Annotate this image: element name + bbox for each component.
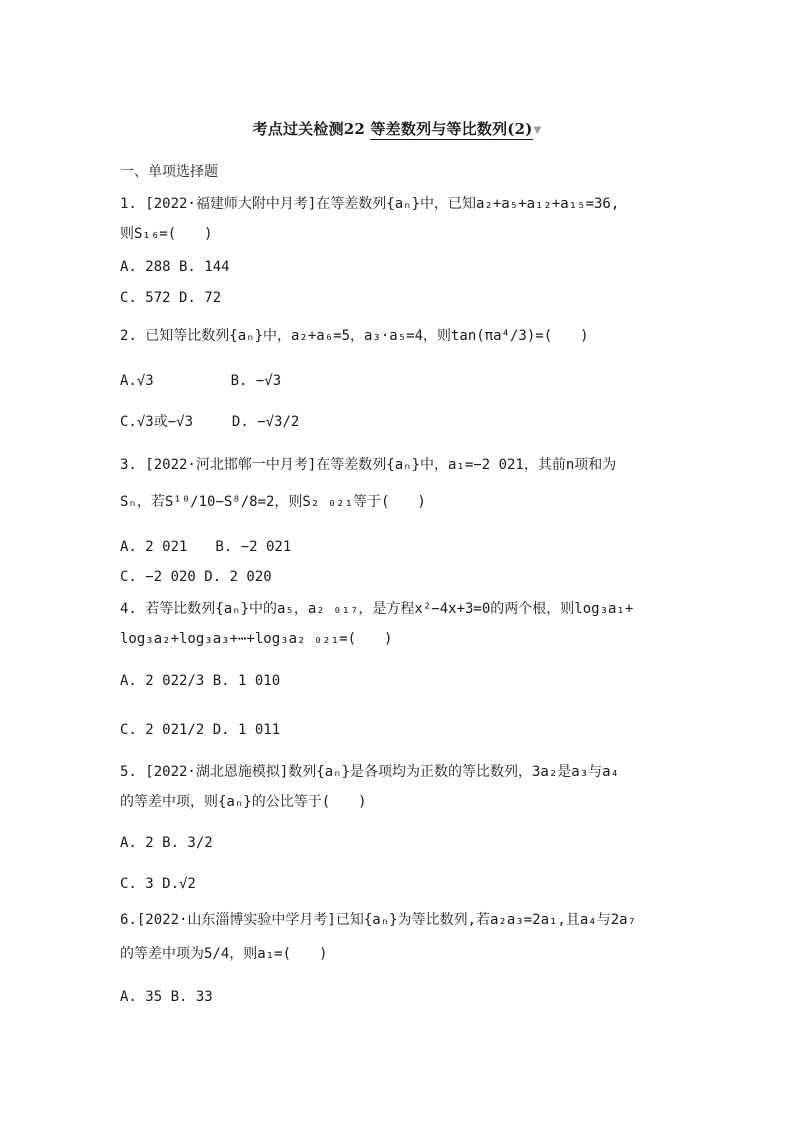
question-2-stem <box>120 318 589 354</box>
q2-stem: 2. 已知等比数列{aₙ}中，a₂+a₆=5，a₃·a₅=4，则tan(πa⁴/3)=( ) <box>120 328 589 344</box>
section-heading: 一、单项选择题 <box>120 164 218 180</box>
question-6-stem-cont: 的等差中项为5/4，则a₁=( ) <box>120 946 328 962</box>
question-6-stem: 6.[2022·山东淄博实验中学月考]已知{aₙ}为等比数列,若a₂a₃=2a₁,且a₄与2a₇ <box>120 912 637 928</box>
question-4-stem: 4. 若等比数列{aₙ}中的a₅，a₂ ₀₁₇，是方程x²−4x+3=0的两个根，则log₃a₁+ <box>120 601 634 617</box>
page-title <box>0 118 794 139</box>
title-topic: 等差数列与等比数列(2) <box>370 120 533 138</box>
q2-option-a: A.√3 <box>120 373 154 389</box>
question-3-stem: 3. [2022·河北邯郸一中月考]在等差数列{aₙ}中，a₁=−2 021，其前n项和为 <box>120 457 617 473</box>
dropdown-triangle-icon[interactable]: ▼ <box>533 125 542 136</box>
question-2-options-ab <box>120 371 281 391</box>
question-4-options-cd: C. 2 021/2 D. 1 011 <box>120 722 281 738</box>
question-5-stem-cont: 的等差中项，则{aₙ}的公比等于( ) <box>120 794 367 810</box>
title-main: 考点过关检测22 <box>252 120 366 138</box>
question-5-stem: 5. [2022·湖北恩施模拟]数列{aₙ}是各项均为正数的等比数列，3a₂是a₃与a₄ <box>120 764 620 780</box>
question-2-options-cd <box>120 412 299 432</box>
question-5-options-ab: A. 2 B. 3/2 <box>120 835 213 851</box>
question-1-stem-cont: 则S₁₆=( ) <box>120 226 213 242</box>
q1-line1: 1. [2022·福建师大附中月考]在等差数列{aₙ}中，已知a₂+a₅+a₁₂+a₁₅=36, <box>120 196 620 212</box>
question-6-options-ab: A. 35 B. 33 <box>120 989 213 1005</box>
question-3-options-ab: A. 2 021 B. −2 021 <box>120 539 292 555</box>
question-1-options-ab: A. 288 B. 144 <box>120 259 230 275</box>
question-5-options-cd: C. 3 D.√2 <box>120 876 196 892</box>
question-3-options-cd: C. −2 020 D. 2 020 <box>120 569 272 585</box>
q2-option-b: B. −√3 <box>230 373 282 389</box>
question-1-options-cd: C. 572 D. 72 <box>120 290 222 306</box>
question-3-stem-cont: Sₙ，若S¹⁰/10−S⁸/8=2，则S₂ ₀₂₁等于( ) <box>120 494 426 510</box>
question-1-stem <box>120 194 619 214</box>
q2-option-d: D. −√3/2 <box>231 414 300 430</box>
question-4-options-ab: A. 2 022/3 B. 1 010 <box>120 673 281 689</box>
q2-option-c: C.√3或−√3 <box>120 414 194 430</box>
question-4-stem-cont: log₃a₂+log₃a₃+⋯+log₃a₂ ₀₂₁=( ) <box>120 631 393 647</box>
